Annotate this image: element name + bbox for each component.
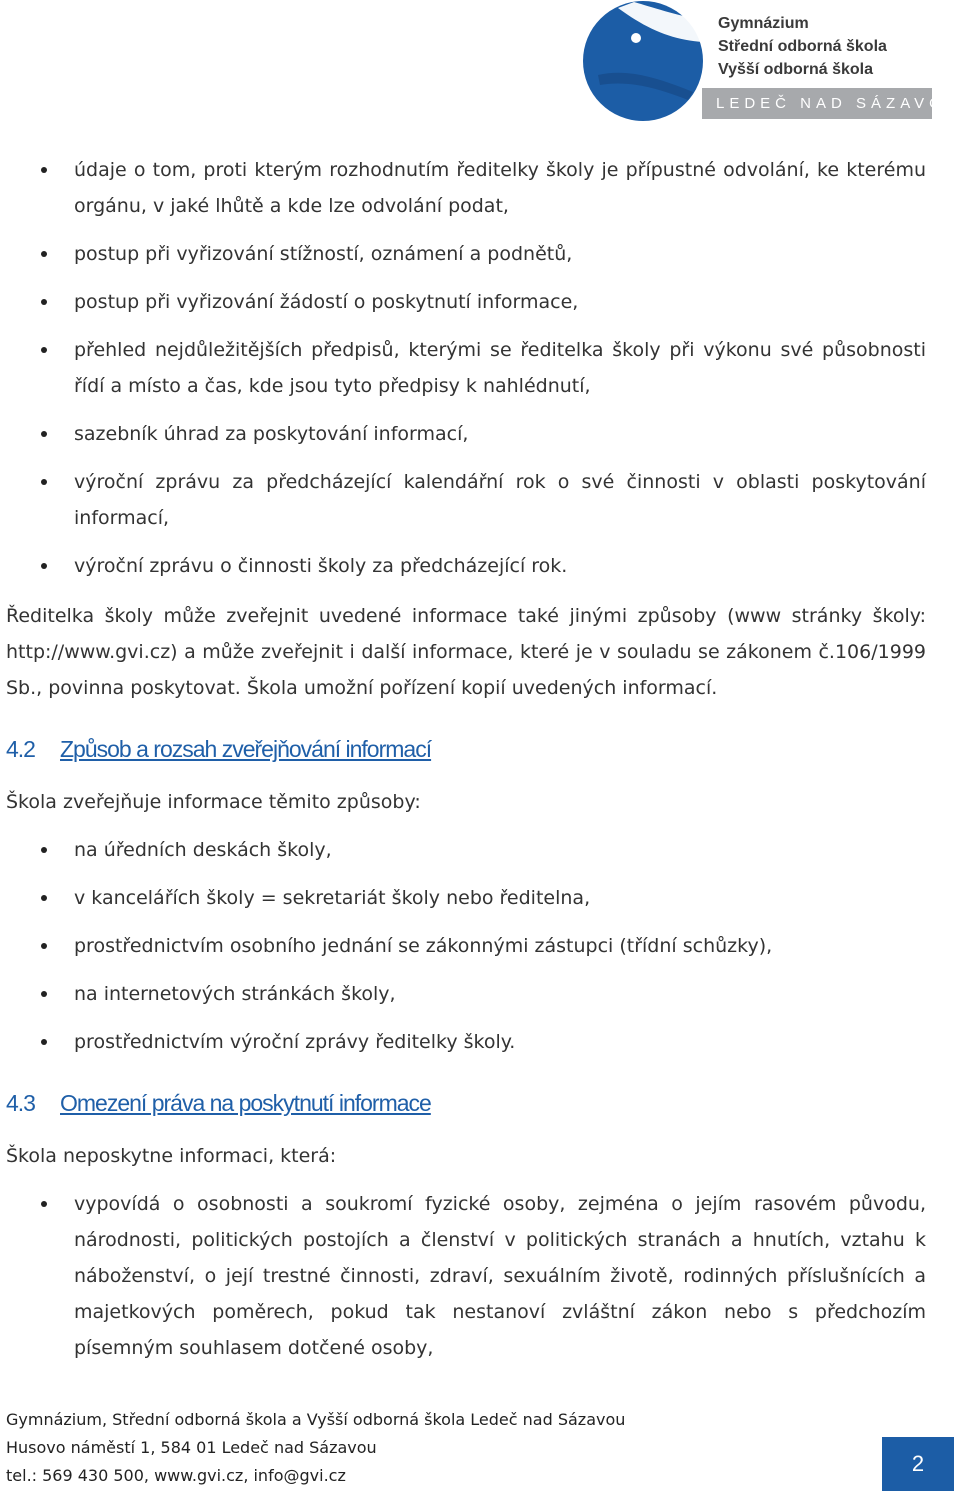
logo-text [718, 12, 887, 81]
section-number: 4.3 [6, 1090, 35, 1116]
list-item: prostřednictvím osobního jednání se zákonnými zástupci (třídní schůzky), [6, 928, 926, 964]
section-heading-4-3 [6, 1090, 431, 1117]
list-item: v kancelářích školy = sekretariát školy nebo ředitelna, [6, 880, 926, 916]
list-item: přehled nejdůležitějších předpisů, kterými se ředitelka školy při výkonu své působnosti řídí a místo a čas, kde jsou tyto předpisy k nahlédnutí, [6, 332, 926, 404]
section-number: 4.2 [6, 736, 35, 762]
paragraph-restriction-intro: Škola neposkytne informaci, která: [6, 1145, 337, 1167]
list-item: výroční zprávu o činnosti školy za předcházející rok. [6, 548, 926, 584]
info-list [6, 152, 926, 584]
restriction-list [6, 1186, 926, 1366]
list-item: vypovídá o osobnosti a soukromí fyzické osoby, zejména o jejím rasovém původu, národnosti, politických postojích a členství v politických stranách a hnutích, vztahu k náboženství, o její trestné činnosti, zdraví, sexuálním životě, rodinných příslušnících a majetkových poměrech, pokud tak nestanoví zvláštní zákon nebo s předchozím písemným souhlasem dotčené osoby, [6, 1186, 926, 1366]
list-item: prostřednictvím výroční zprávy ředitelky školy. [6, 1024, 926, 1060]
list-item: na internetových stránkách školy, [6, 976, 926, 1012]
section-title: Omezení práva na poskytnutí informace [60, 1090, 431, 1116]
list-item: postup při vyřizování stížností, oznámení a podnětů, [6, 236, 926, 272]
logo-line-1: Gymnázium [718, 15, 809, 32]
paragraph-methods-intro: Škola zveřejňuje informace těmito způsoby: [6, 791, 421, 813]
footer-line-address: Husovo náměstí 1, 584 01 Ledeč nad Sázavou [6, 1438, 377, 1457]
logo-globe-icon [578, 0, 708, 122]
footer-line-school: Gymnázium, Střední odborná škola a Vyšší odborná škola Ledeč nad Sázavou [6, 1410, 626, 1429]
list-item: sazebník úhrad za poskytování informací, [6, 416, 926, 452]
section-heading-4-2 [6, 736, 431, 763]
list-item: na úředních deskách školy, [6, 832, 926, 868]
methods-list [6, 832, 926, 1060]
page-number: 2 [882, 1437, 954, 1491]
logo-line-3: Vyšší odborná škola [718, 61, 874, 78]
footer-address [6, 1406, 625, 1490]
logo-line-2: Střední odborná škola [718, 38, 887, 55]
paragraph-publication: Ředitelka školy může zveřejnit uvedené informace také jinými způsoby (www stránky školy: http://www.gvi.cz) a může zveřejnit i další informace, které je v souladu se zákonem č.106/1999 Sb., povinna poskytovat. Škola umožní pořízení kopií uvedených informací. [6, 605, 926, 699]
list-item: postup při vyřizování žádostí o poskytnutí informace, [6, 284, 926, 320]
logo-band: LEDEČ NAD SÁZAVOU [702, 88, 932, 119]
school-logo [578, 0, 962, 122]
section-title: Způsob a rozsah zveřejňování informací [60, 736, 432, 762]
footer-line-contact: tel.: 569 430 500, www.gvi.cz, info@gvi.cz [6, 1466, 346, 1485]
list-item: údaje o tom, proti kterým rozhodnutím ředitelky školy je přípustné odvolání, ke kterému orgánu, v jaké lhůtě a kde lze odvolání podat, [6, 152, 926, 224]
list-item: výroční zprávu za předcházející kalendářní rok o své činnosti v oblasti poskytování informací, [6, 464, 926, 536]
